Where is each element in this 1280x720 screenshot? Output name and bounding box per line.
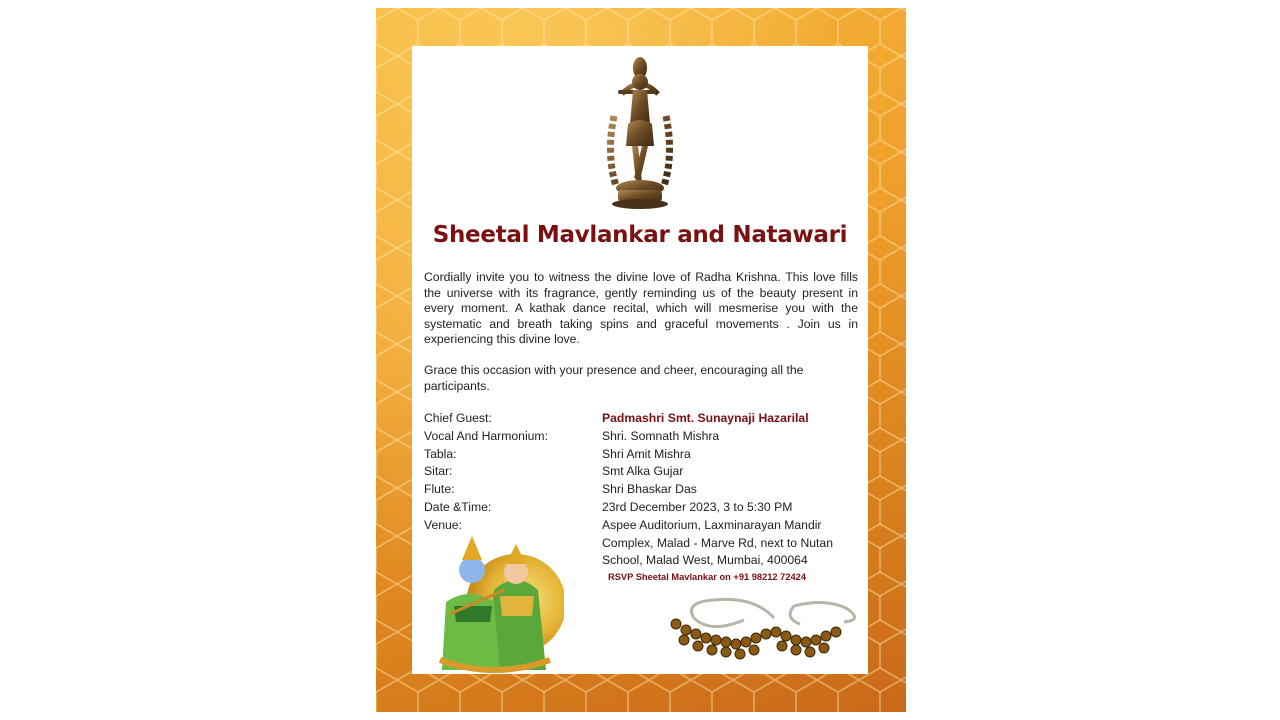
detail-label: Sitar: <box>424 464 453 479</box>
detail-label: Vocal And Harmonium: <box>424 428 548 443</box>
radha-krishna-icon <box>434 530 564 676</box>
invitation-card <box>376 8 906 712</box>
detail-row-chief-guest <box>424 410 864 428</box>
detail-value: Shri Amit Mishra <box>602 446 691 461</box>
detail-row-flute <box>424 481 864 499</box>
detail-row-tabla <box>424 446 864 464</box>
invitation-paragraph: Cordially invite you to witness the divine love of Radha Krishna. This love fills the universe with its fragrance, gently reminding us of the beauty present in every moment. A kathak dance recital, which will mesmerise you with the systematic and breath taking spins and graceful movements . Join us in experiencing this divine love. <box>424 270 858 347</box>
detail-row-vocal <box>424 428 864 446</box>
invitation-closing-paragraph: Grace this occasion with your presence and cheer, encouraging all the participants. <box>424 363 804 393</box>
detail-label: Venue: <box>424 517 462 532</box>
detail-value: Padmashri Smt. Sunaynaji Hazarilal <box>602 411 809 425</box>
rsvp-line: RSVP Sheetal Mavlankar on +91 98212 72424 <box>608 572 807 582</box>
detail-value: Aspee Auditorium, Laxminarayan Mandir Complex, Malad - Marve Rd, next to Nutan School, Malad West, Mumbai, 400064 <box>602 517 833 568</box>
detail-label: Date &Time: <box>424 499 492 514</box>
detail-label: Chief Guest: <box>424 411 492 425</box>
detail-value: Shri Bhaskar Das <box>602 482 697 497</box>
content-panel <box>412 46 868 674</box>
detail-value: Smt Alka Gujar <box>602 464 684 479</box>
ghungroo-anklet-icon <box>664 594 864 674</box>
detail-value: Shri. Somnath Mishra <box>602 428 720 443</box>
invitation-title: Sheetal Mavlankar and Natawari <box>432 222 848 248</box>
krishna-statue-icon <box>600 54 680 214</box>
detail-row-datetime <box>424 499 864 517</box>
detail-label: Flute: <box>424 482 455 497</box>
detail-label: Tabla: <box>424 446 457 461</box>
detail-row-sitar <box>424 463 864 481</box>
detail-value: 23rd December 2023, 3 to 5:30 PM <box>602 499 793 514</box>
